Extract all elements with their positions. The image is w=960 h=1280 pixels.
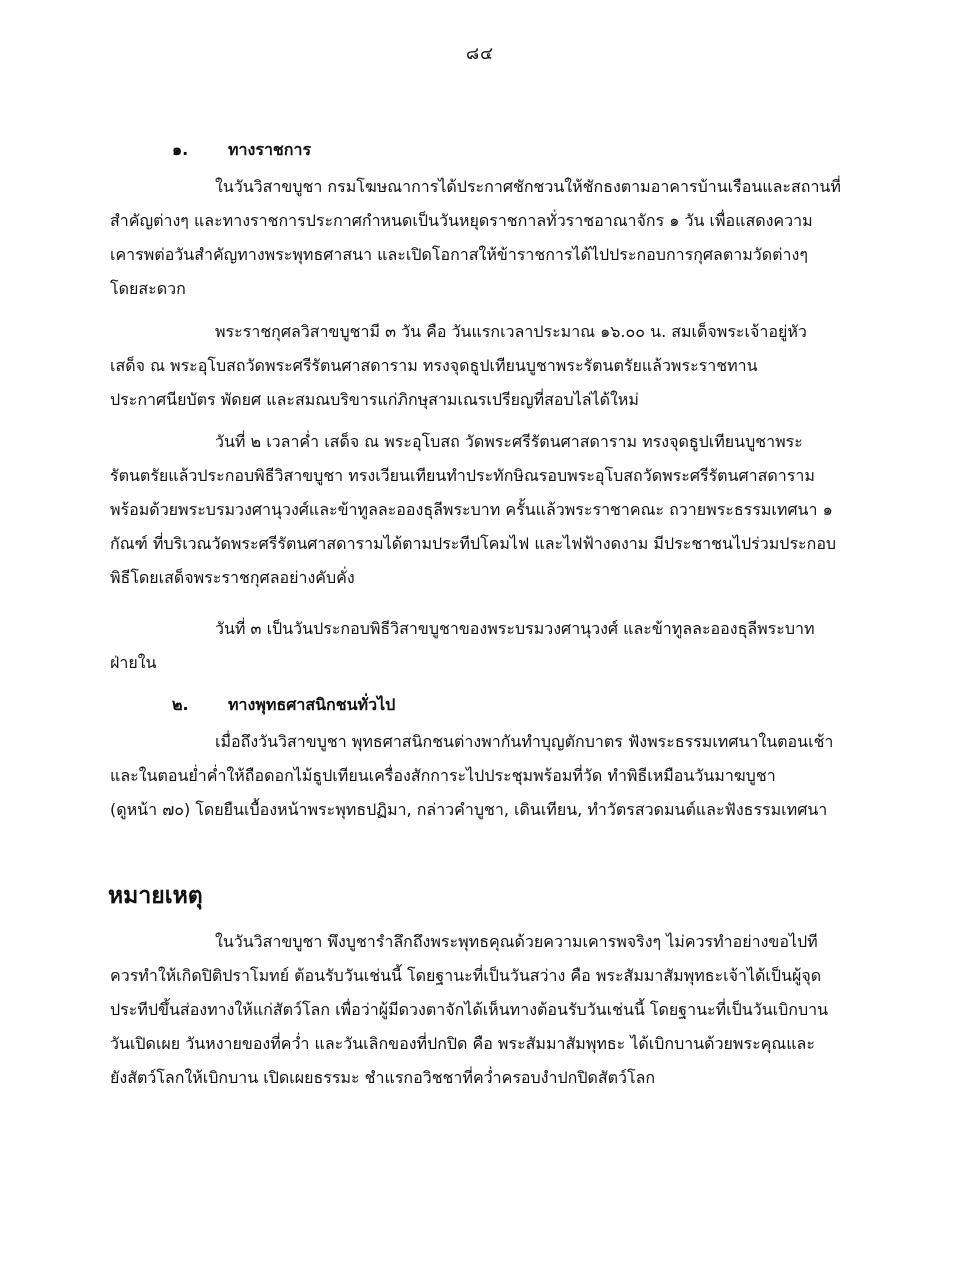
text-line: พิธีโดยเสด็จพระราชกุศลอย่างคับคั่ง [110,568,355,587]
text-line: ฝ่ายใน [110,653,157,672]
section-1-number: ๑. [172,140,189,159]
section-1-title: ทางราชการ [228,140,312,159]
text-line: ควรทำให้เกิดปิติปราโมทย์ ต้อนรับวันเช่นนี้ โดยฐานะที่เป็นวันสว่าง คือ พระสัมมาสัมพุทธะเจ้าได้เป็นผู้จุด [110,966,822,985]
section-2-heading [172,693,395,718]
section-1-paragraph-3 [110,425,896,595]
note-paragraph [110,925,896,1095]
text-line: พระราชกุศลวิสาขบูชามี ๓ วัน คือ วันแรกเวลาประมาณ ๑๖.๐๐ น. สมเด็จพระเจ้าอยู่หัว [215,322,807,341]
text-line: เมื่อถึงวันวิสาขบูชา พุทธศาสนิกชนต่างพากันทำบุญตักบาตร ฟังพระธรรมเทศนาในตอนเช้า [215,732,834,751]
text-line: โดยสะดวก [110,279,186,298]
section-1-heading [172,138,311,163]
text-line: วันที่ ๓ เป็นวันประกอบพิธีวิสาขบูชาของพระบรมวงศานุวงศ์ และข้าทูลละอองธุลีพระบาท [215,619,815,638]
text-line: วันเปิดเผย วันหงายของที่คว่ำ และวันเลิกของที่ปกปิด คือ พระสัมมาสัมพุทธะ ได้เบิกบานด้วยพระคุณและ [110,1034,815,1053]
text-line: วันที่ ๒ เวลาค่ำ เสด็จ ณ พระอุโบสถ วัดพระศรีรัตนศาสดาราม ทรงจุดธูปเทียนบูชาพระ [215,432,803,451]
text-line: ประกาศนียบัตร พัดยศ และสมณบริขารแก่ภิกษุสามเณรเปรียญที่สอบไล่ได้ใหม่ [110,390,639,409]
section-2-title: ทางพุทธศาสนิกชนทั่วไป [228,695,396,714]
section-2-number: ๒. [172,695,189,714]
text-line: และในตอนย่ำค่ำให้ถือดอกไม้ธูปเทียนเครื่องสักการะไปประชุมพร้อมที่วัด ทำพิธีเหมือนวันมาฆบูชา [110,766,776,785]
note-heading: หมายเหตุ [108,883,203,909]
section-1-paragraph-4 [110,612,896,680]
section-1-paragraph-1 [110,170,896,306]
text-line: กัณฑ์ ที่บริเวณวัดพระศรีรัตนศาสดารามได้ตามประทีปโคมไฟ และไฟฟ้างดงาม มีประชาชนไปร่วมประกอบ [110,534,837,553]
text-line: เคารพต่อวันสำคัญทางพระพุทธศาสนา และเปิดโอกาสให้ข้าราชการได้ไปประกอบการกุศลตามวัดต่างๆ [110,245,808,264]
text-line: พร้อมด้วยพระบรมวงศานุวงศ์และข้าทูลละอองธุลีพระบาท ครั้นแล้วพระราชาคณะ ถวายพระธรรมเทศนา ๑ [110,500,833,519]
text-line: ยังสัตว์โลกให้เบิกบาน เปิดเผยธรรมะ ชำแรกอวิชชาที่คว่ำครอบงำปกปิดสัตว์โลก [110,1068,656,1087]
page-number: ๘๔ [466,44,494,64]
text-line: เสด็จ ณ พระอุโบสถวัดพระศรีรัตนศาสดาราม ทรงจุดธูปเทียนบูชาพระรัตนตรัยแล้วพระราชทาน [110,356,758,375]
text-line: ประทีปขึ้นส่องทางให้แก่สัตว์โลก เพื่อว่าผู้มีดวงตาจักได้เห็นทางต้อนรับวันเช่นนี้ โดยฐานะที่เป็นวันเบิกบาน [110,1000,829,1019]
section-1-paragraph-2 [110,315,896,417]
text-line: สำคัญต่างๆ และทางราชการประกาศกำหนดเป็นวันหยุดราชกาลทั่วราชอาณาจักร ๑ วัน เพื่อแสดงความ [110,211,813,230]
text-line: (ดูหน้า ๗๐) โดยยืนเบื้องหน้าพระพุทธปฏิมา, กล่าวคำบูชา, เดินเทียน, ทำวัตรสวดมนต์และฟังธรรมเทศนา [110,800,828,819]
text-line: ในวันวิสาขบูชา พึงบูชารำลึกถึงพระพุทธคุณด้วยความเคารพจริงๆ ไม่ควรทำอย่างขอไปที [215,932,818,951]
section-2-paragraph-1 [110,725,896,827]
text-line: ในวันวิสาขบูชา กรมโฆษณาการได้ประกาศชักชวนให้ชักธงตามอาคารบ้านเรือนและสถานที่ [215,177,841,196]
text-line: รัตนตรัยแล้วประกอบพิธีวิสาขบูชา ทรงเวียนเทียนทำประทักษิณรอบพระอุโบสถวัดพระศรีรัตนศาสดาราม [110,466,815,485]
